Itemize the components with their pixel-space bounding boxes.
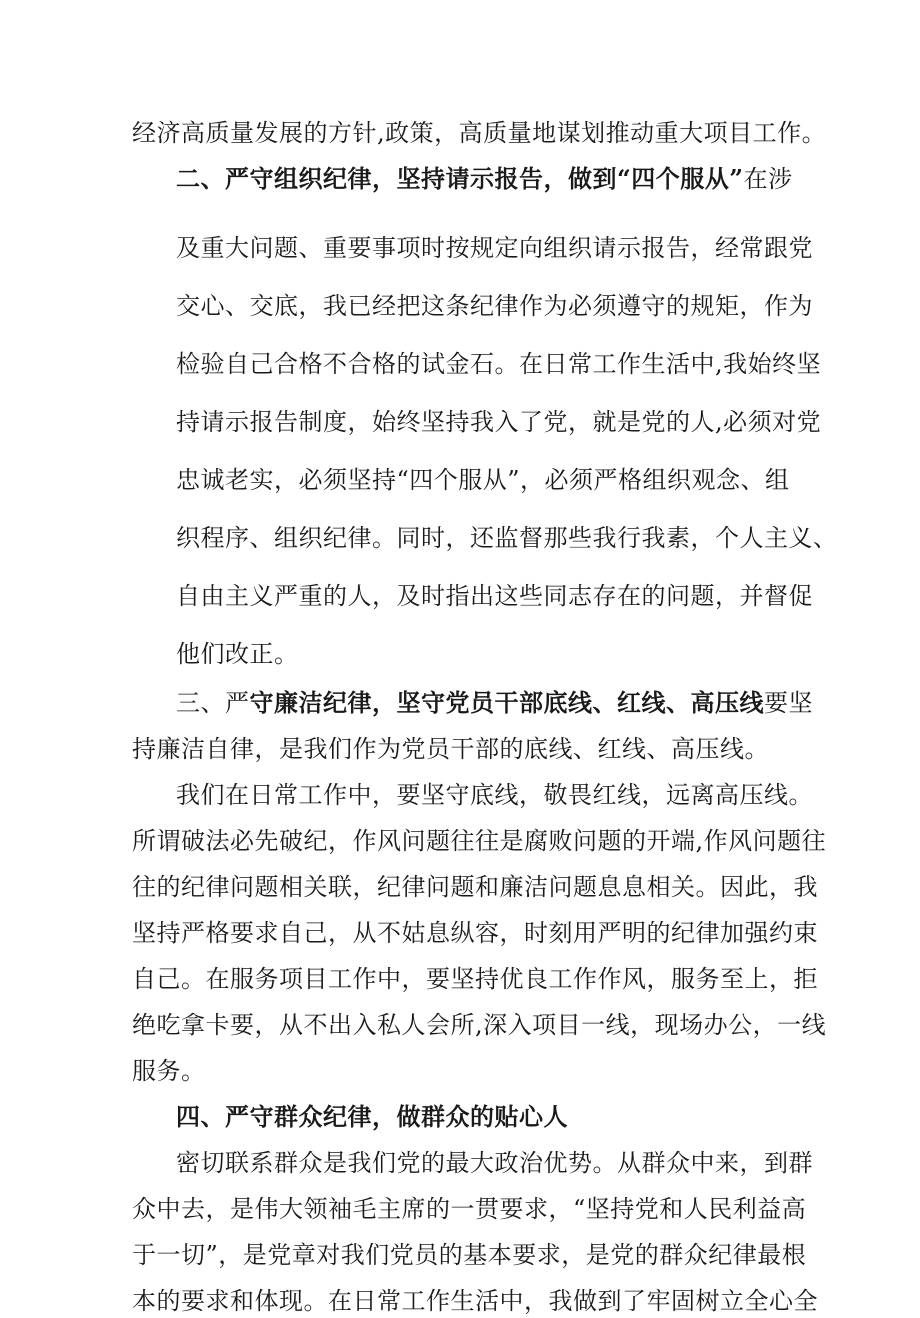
paragraph-line: 持廉洁自律，是我们作为党员干部的底线、红线、高压线。 [132, 735, 769, 763]
paragraph-line: 服务。 [132, 1057, 206, 1085]
intro-line [132, 116, 826, 150]
section2-heading: 二、严守组织纪律，坚持请示报告，做到“四个服从” [176, 164, 744, 193]
paragraph-line: 持请示报告制度，始终坚持我入了党，就是党的人,必须对党 [176, 408, 822, 436]
section3-heading-prefix: 三、严 [176, 689, 250, 717]
paragraph-line: 所谓破法必先破纪，作风问题往往是腐败问题的开端,作风问题往 [132, 827, 827, 855]
paragraph-line: 众中去，是伟大领袖毛主席的一贯要求，“坚持党和人民利益高 [132, 1195, 807, 1223]
paragraph-line: 要坚 [764, 689, 813, 717]
paragraph-line: 在涉 [743, 165, 793, 193]
paragraph-line: 忠诚老实，必须坚持“四个服从”，必须严格组织观念、组 [176, 466, 790, 494]
paragraph-line: 坚持严格要求自己，从不姑息纵容，时刻用严明的纪律加强约束 [132, 919, 818, 947]
paragraph-line: 自己。在服务项目工作中，要坚持优良工作作风，服务至上，拒 [132, 965, 818, 993]
paragraph-line: 往的纪律问题相关联，纪律问题和廉洁问题息息相关。因此，我 [132, 873, 818, 901]
section2-heading-line [176, 162, 793, 196]
paragraph-line: 交心、交底，我已经把这条纪律作为必须遵守的规矩，作为 [176, 292, 813, 320]
intro-text: 经济高质量发展的方针,政策，高质量地谋划推动重大项目工作。 [132, 119, 827, 147]
paragraph-line: 检验自己合格不合格的试金石。在日常工作生活中,我始终坚 [176, 350, 822, 378]
paragraph-line: 自由主义严重的人，及时指出这些同志存在的问题，并督促 [176, 582, 813, 610]
section4-heading: 四、严守群众纪律，做群众的贴心人 [176, 1102, 568, 1131]
paragraph-line: 绝吃拿卡要，从不出入私人会所,深入项目一线，现场办公，一线 [132, 1011, 827, 1039]
paragraph-line: 本的要求和体现。在日常工作生活中，我做到了牢固树立全心全 [132, 1287, 818, 1315]
paragraph-line: 及重大问题、重要事项时按规定向组织请示报告，经常跟党 [176, 234, 813, 262]
paragraph-line: 于一切”，是党章对我们党员的基本要求，是党的群众纪律最根 [132, 1241, 807, 1269]
paragraph-line: 密切联系群众是我们党的最大政治优势。从群众中来，到群 [176, 1149, 813, 1177]
paragraph-line: 织程序、组织纪律。同时，还监督那些我行我素，个人主义、 [176, 524, 838, 552]
section3-heading: 守廉洁纪律，坚守党员干部底线、红线、高压线 [249, 688, 764, 717]
paragraph-line: 我们在日常工作中，要坚守底线，敬畏红线，远离高压线。 [176, 781, 813, 809]
section3-heading-line [176, 686, 813, 720]
paragraph-line: 他们改正。 [176, 640, 299, 668]
